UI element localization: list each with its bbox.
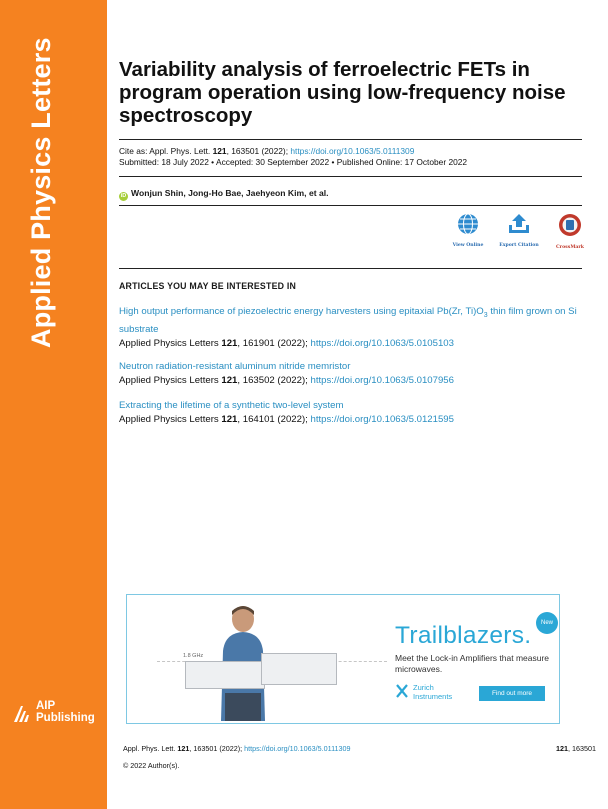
- ad-tagline: Meet the Lock-in Amplifiers that measure microwaves.: [395, 653, 550, 674]
- tool-label: View Online: [452, 243, 484, 248]
- related-article-citation: Applied Physics Letters 121, 164101 (2022); https://doi.org/10.1063/5.0121595: [119, 414, 454, 425]
- divider: [119, 176, 582, 177]
- aip-logo-icon: [12, 702, 32, 724]
- new-badge: New: [536, 612, 558, 634]
- instrument-image: [261, 653, 337, 685]
- related-article-title-link[interactable]: Extracting the lifetime of a synthetic two-level system: [119, 400, 344, 411]
- view-online-button[interactable]: [445, 213, 491, 248]
- publisher-name: AIP Publishing: [36, 700, 95, 724]
- article-dates: Submitted: 18 July 2022 • Accepted: 30 September 2022 • Published Online: 17 October 2022: [119, 157, 468, 167]
- journal-sidebar: [0, 0, 107, 809]
- copyright-notice: © 2022 Author(s).: [123, 761, 180, 770]
- zurich-instruments-icon: [395, 683, 409, 699]
- orcid-icon: iD: [120, 193, 127, 199]
- aip-publishing-logo[interactable]: [12, 700, 102, 730]
- related-article-title-link[interactable]: Neutron radiation-resistant aluminum nitride memristor: [119, 361, 351, 372]
- ad-headline: Trailblazers.: [395, 622, 532, 649]
- export-citation-button[interactable]: [496, 213, 542, 248]
- globe-icon: [457, 213, 479, 235]
- article-tools: [445, 213, 595, 257]
- article-title: Variability analysis of ferroelectric FETs in program operation using low-frequency noise spectroscopy: [119, 58, 566, 127]
- divider: [119, 139, 582, 140]
- journal-name: Applied Physics Letters: [26, 37, 56, 348]
- related-article-citation: Applied Physics Letters 121, 161901 (2022); https://doi.org/10.1063/5.0105103: [119, 337, 454, 349]
- footer-citation: Appl. Phys. Lett. 121, 163501 (2022); https://doi.org/10.1063/5.0111309: [123, 744, 351, 753]
- related-article-doi-link[interactable]: https://doi.org/10.1063/5.0105103: [310, 337, 454, 349]
- find-out-more-button[interactable]: Find out more: [479, 686, 545, 701]
- related-article: [119, 305, 589, 351]
- related-article-title-link[interactable]: High output performance of piezoelectric energy harvesters using epitaxial Pb(Zr, $Ti)O_3$ thin film grown on Si substrate: [119, 306, 577, 335]
- article-doi-link[interactable]: https://doi.org/10.1063/5.0111309: [290, 146, 415, 156]
- related-article-doi-link[interactable]: https://doi.org/10.1063/5.0107956: [310, 375, 454, 386]
- related-articles-heading: ARTICLES YOU MAY BE INTERESTED IN: [119, 281, 297, 291]
- author-list[interactable]: iD Wonjun Shin, Jong-Ho Bae, Jaehyeon Kim, et al.: [120, 188, 329, 199]
- related-article: [119, 399, 589, 427]
- related-article: [119, 360, 589, 388]
- tool-label: CrossMark: [556, 245, 584, 250]
- zurich-instruments-logo: Zurich Instruments: [395, 683, 409, 704]
- footer-page-number: 121, 163501: [556, 744, 596, 753]
- related-article-citation: Applied Physics Letters 121, 163502 (2022); https://doi.org/10.1063/5.0107956: [119, 375, 454, 386]
- advertisement-banner[interactable]: [126, 594, 560, 724]
- crossmark-button[interactable]: [547, 213, 593, 250]
- related-article-doi-link[interactable]: https://doi.org/10.1063/5.0121595: [310, 414, 454, 425]
- tool-label: Export Citation: [499, 243, 539, 248]
- footer-doi-link[interactable]: https://doi.org/10.1063/5.0111309: [244, 744, 351, 753]
- divider: [119, 268, 582, 269]
- cite-as-line: Cite as: Appl. Phys. Lett. 121, 163501 (2022); https://doi.org/10.1063/5.0111309: [119, 146, 415, 156]
- instrument-image: [185, 661, 265, 689]
- crossmark-icon: [558, 213, 582, 237]
- frequency-label: 1.8 GHz: [183, 653, 204, 659]
- divider: [119, 205, 582, 206]
- export-icon: [507, 213, 531, 235]
